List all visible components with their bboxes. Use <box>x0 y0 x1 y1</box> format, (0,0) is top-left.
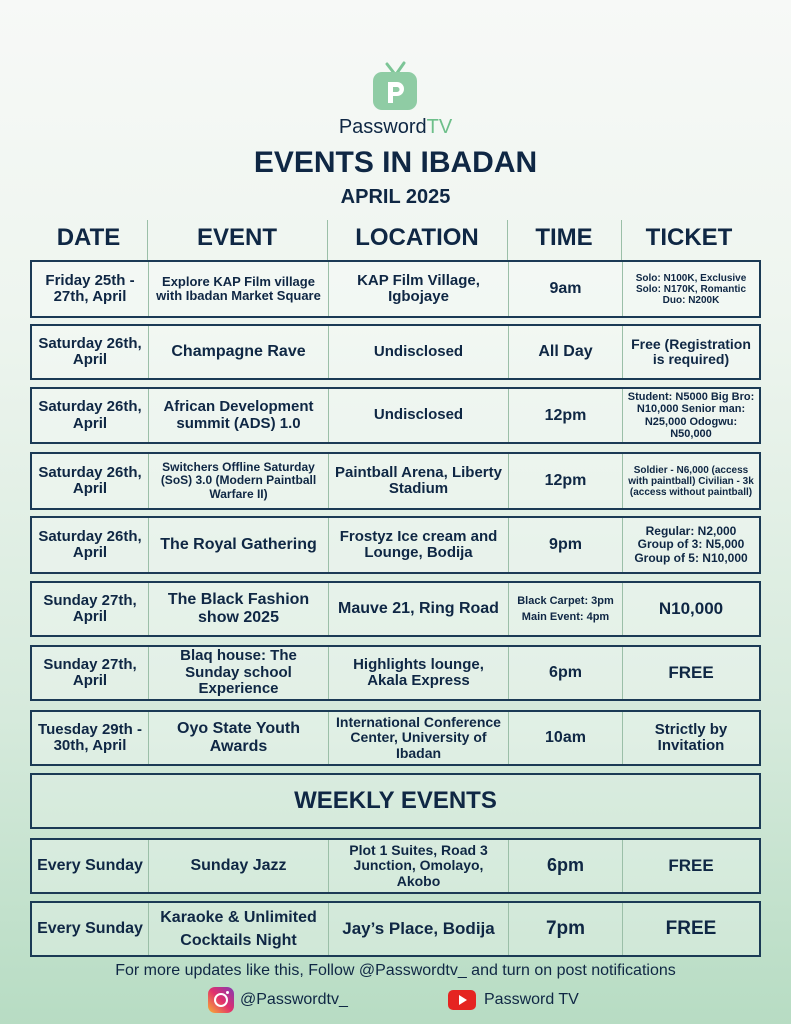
ticket-cell: Student: N5000 Big Bro: N10,000 Senior man: N25,000 Odogwu: N50,000 <box>627 391 755 440</box>
date-cell: Saturday 26th, April <box>32 518 149 572</box>
event-cell: The Royal Gathering <box>149 518 329 572</box>
header-location: LOCATION <box>355 224 479 251</box>
location-cell: Frostyz Ice cream and Lounge, Bodija <box>329 518 509 572</box>
event-cell: Switchers Offline Saturday (SoS) 3.0 (Modern Paintball Warfare II) <box>149 454 329 508</box>
ticket-cell: FREE <box>668 855 714 875</box>
date-cell: Saturday 26th, April <box>32 326 149 378</box>
weekly-events-heading: WEEKLY EVENTS <box>30 773 761 829</box>
date-cell: Every Sunday <box>32 840 149 892</box>
table-header <box>30 224 761 258</box>
ticket-cell: N10,000 <box>658 598 724 618</box>
location-cell: Jay’s Place, Bodija <box>329 903 509 955</box>
table-row <box>30 901 761 957</box>
page-title: EVENTS IN IBADAN <box>253 146 538 179</box>
time-cell: 6pm <box>509 647 623 699</box>
header-time: TIME <box>535 224 593 251</box>
instagram-icon <box>208 987 234 1013</box>
ticket-cell: Soldier - N6,000 (access with paintball) Civilian - 3k (access without paintball) <box>628 464 754 498</box>
location-cell: International Conference Center, University of Ibadan <box>329 712 509 764</box>
event-cell: Karaoke & Unlimited Cocktails Night <box>149 903 329 955</box>
time-cell: 12pm <box>509 454 623 508</box>
time-cell: Black Carpet: 3pm Main Event: 4pm <box>509 583 623 635</box>
event-cell: Explore KAP Film village with Ibadan Market Square <box>149 262 329 316</box>
date-cell: Saturday 26th, April <box>32 389 149 442</box>
date-cell: Friday 25th - 27th, April <box>32 262 149 316</box>
time-cell: 12pm <box>509 389 623 442</box>
passwordtv-logo-icon <box>370 60 420 112</box>
event-cell: Blaq house: The Sunday school Experience <box>149 647 329 699</box>
instagram-handle[interactable]: @Passwordtv_ <box>240 991 348 1008</box>
ticket-cell: Free (Registration is required) <box>631 335 751 367</box>
brand-name-accent: TV <box>426 116 453 138</box>
youtube-link[interactable] <box>448 986 579 1014</box>
ticket-cell: Solo: N100K, Exclusive Solo: N170K, Romantic Duo: N200K <box>635 272 747 306</box>
table-row <box>30 710 761 766</box>
page-subtitle: APRIL 2025 <box>340 186 451 208</box>
brand-name <box>0 116 791 139</box>
table-row <box>30 581 761 637</box>
location-cell: Plot 1 Suites, Road 3 Junction, Omolayo, Akobo <box>329 840 509 892</box>
date-cell: Every Sunday <box>32 903 149 955</box>
date-cell: Sunday 27th, April <box>32 647 149 699</box>
ticket-cell: Strictly by Invitation <box>654 720 728 754</box>
event-cell: The Black Fashion show 2025 <box>149 583 329 635</box>
time-cell: All Day <box>509 326 623 378</box>
date-cell: Sunday 27th, April <box>32 583 149 635</box>
time-cell: 10am <box>509 712 623 764</box>
table-row <box>30 260 761 318</box>
table-row <box>30 452 761 510</box>
table-row <box>30 838 761 894</box>
instagram-link[interactable] <box>208 986 348 1014</box>
time-cell: 6pm <box>509 840 623 892</box>
location-cell: Paintball Arena, Liberty Stadium <box>329 454 509 508</box>
time-cell: 7pm <box>509 903 623 955</box>
table-row <box>30 387 761 444</box>
youtube-channel[interactable]: Password TV <box>484 991 579 1008</box>
time-cell: 9pm <box>509 518 623 572</box>
event-cell: Champagne Rave <box>149 326 329 378</box>
event-cell: Oyo State Youth Awards <box>149 712 329 764</box>
ticket-cell: FREE <box>668 662 714 682</box>
location-cell: Highlights lounge, Akala Express <box>329 647 509 699</box>
ticket-cell: Regular: N2,000 Group of 3: N5,000 Group of 5: N10,000 <box>634 524 748 565</box>
location-cell: Undisclosed <box>329 326 509 378</box>
location-cell: Mauve 21, Ring Road <box>329 583 509 635</box>
table-row <box>30 516 761 574</box>
header-ticket: TICKET <box>645 224 733 251</box>
date-cell: Saturday 26th, April <box>32 454 149 508</box>
table-row <box>30 645 761 701</box>
date-cell: Tuesday 29th - 30th, April <box>32 712 149 764</box>
location-cell: Undisclosed <box>329 389 509 442</box>
header-date: DATE <box>56 224 121 251</box>
youtube-icon <box>448 990 476 1010</box>
header-event: EVENT <box>196 224 277 251</box>
ticket-cell: FREE <box>665 917 717 939</box>
event-cell: African Development summit (ADS) 1.0 <box>149 389 329 442</box>
footer-text: For more updates like this, Follow @Passwordtv_ and turn on post notifications <box>115 962 676 979</box>
table-row <box>30 324 761 380</box>
brand-name-main: Password <box>338 116 427 138</box>
event-cell: Sunday Jazz <box>149 840 329 892</box>
time-cell: 9am <box>509 262 623 316</box>
location-cell: KAP Film Village, Igbojaye <box>329 262 509 316</box>
